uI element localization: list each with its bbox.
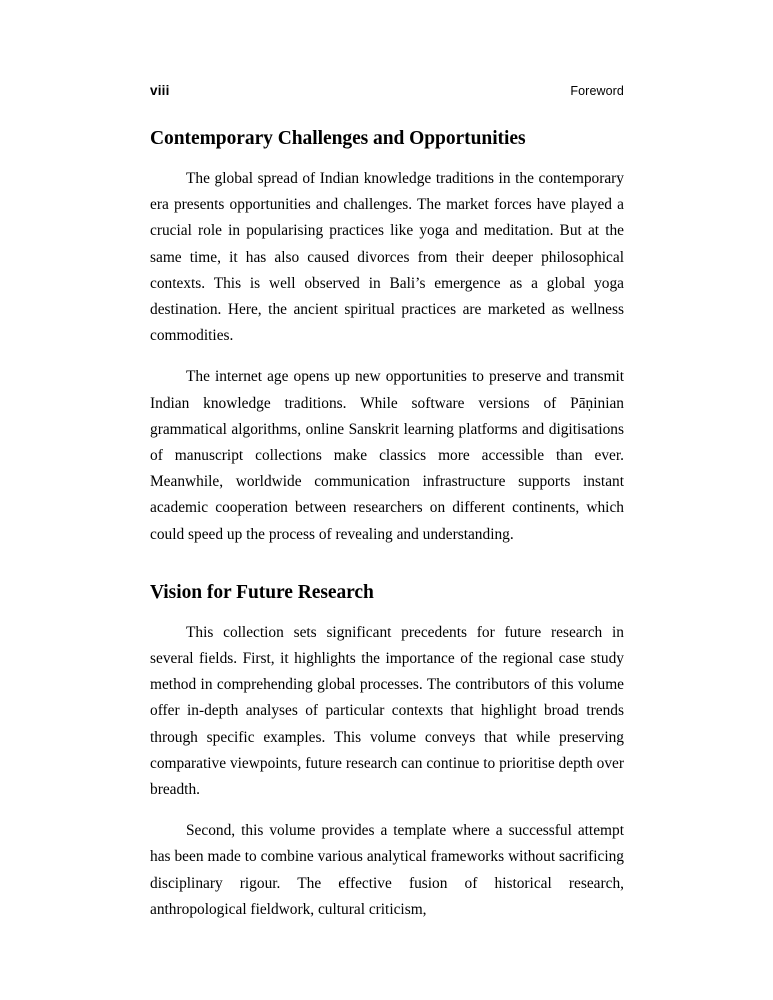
- section-heading-vision-for-future-research: Vision for Future Research: [150, 581, 374, 603]
- section-heading-contemporary-challenges: Contemporary Challenges and Opportunities: [150, 128, 526, 149]
- running-head: [150, 83, 624, 98]
- paragraph: This collection sets significant precedents for future research in several fields. First, it highlights the importance of the regional case study method in comprehending global processes. The contributors of this volume offer in-depth analyses of particular contexts that highlight broad trends through specific examples. This volume conveys that while preserving comparative viewpoints, future research can continue to prioritise depth over breadth.: [150, 623, 624, 799]
- paragraph: Second, this volume provides a template where a successful attempt has been made to combine various analytical frameworks without sacrificing disciplinary rigour. The effective fusion of historical research, anthropological fieldwork, cultural criticism,: [150, 822, 624, 918]
- paragraph: The internet age opens up new opportunities to preserve and transmit Indian knowledge traditions. While software versions of Pāṇinian grammatical algorithms, online Sanskrit learning platforms and digitisations of manuscript collections make classics more accessible than ever. Meanwhile, worldwide communication infrastructure supports instant academic cooperation between researchers on different continents, which could speed up the process of revealing and understanding.: [150, 368, 624, 543]
- page-bottom-margin: [0, 920, 773, 1000]
- text-column: [150, 126, 624, 923]
- running-title: Foreword: [570, 84, 624, 98]
- paragraph: The global spread of Indian knowledge traditions in the contemporary era presents opportunities and challenges. The market forces have played a crucial role in popularising practices like yoga and meditation. But at the same time, it has also caused divorces from their deeper philosophical contexts. This is well observed in Bali’s emergence as a global yoga destination. Here, the ancient spiritual practices are marketed as wellness commodities.: [150, 170, 624, 345]
- page-folio: viii: [150, 83, 170, 98]
